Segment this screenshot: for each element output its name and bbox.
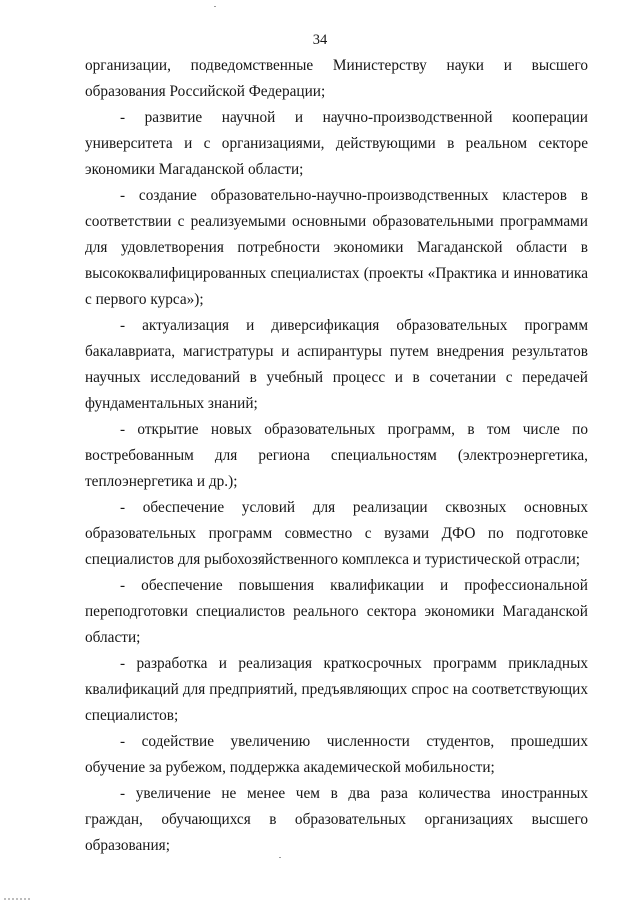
list-item-joint-programs: - обеспечение условий для реализации сквозных основных образовательных программ совместно с вузами ДФО по подготовке специалистов для рыбохозяйственного комплекса и туристической отрасли; <box>85 499 588 568</box>
list-item-research-cooperation: - развитие научной и научно-производственной кооперации университета и с организациями, действующими в реальном секторе экономики Магаданской области; <box>85 109 588 178</box>
list-item-professional-development: - обеспечение повышения квалификации и профессиональной переподготовки специалистов реального сектора экономики Магаданской области; <box>85 577 588 646</box>
scan-artifact <box>214 6 216 7</box>
list-item-academic-mobility: - содействие увеличению численности студентов, прошедших обучение за рубежом, поддержка академической мобильности; <box>85 733 588 776</box>
list-item-clusters: - создание образовательно-научно-производственных кластеров в соответствии с реализуемыми основными образовательными программами для удовлетворения потребности экономики Магаданской области в высококвалифицированных специалистах (проекты «Практика и инноватика с первого курса»); <box>85 187 588 308</box>
paragraph-continuation: организации, подведомственные Министерству науки и высшего образования Российской Федерации; <box>85 57 588 100</box>
list-item-program-actualization: - актуализация и диверсификация образовательных программ бакалавриата, магистратуры и аспирантуры путем внедрения результатов научных исследований в учебный процесс и в сочетании с передачей фундаментальных знаний; <box>85 317 588 412</box>
list-item-foreign-students: - увеличение не менее чем в два раза количества иностранных граждан, обучающихся в образовательных организациях высшего образования; <box>85 785 588 854</box>
list-item-short-programs: - разработка и реализация краткосрочных программ прикладных квалификаций для предприятий, предъявляющих спрос на соответствующих специалистов; <box>85 655 588 724</box>
page-number: 34 <box>312 32 328 48</box>
scan-artifact <box>4 898 30 900</box>
list-item-new-programs: - открытие новых образовательных программ, в том числе по востребованным для региона специальностям (электроэнергетика, теплоэнергетика и др.); <box>85 421 588 490</box>
document-body <box>85 53 588 859</box>
scan-artifact <box>279 857 281 858</box>
